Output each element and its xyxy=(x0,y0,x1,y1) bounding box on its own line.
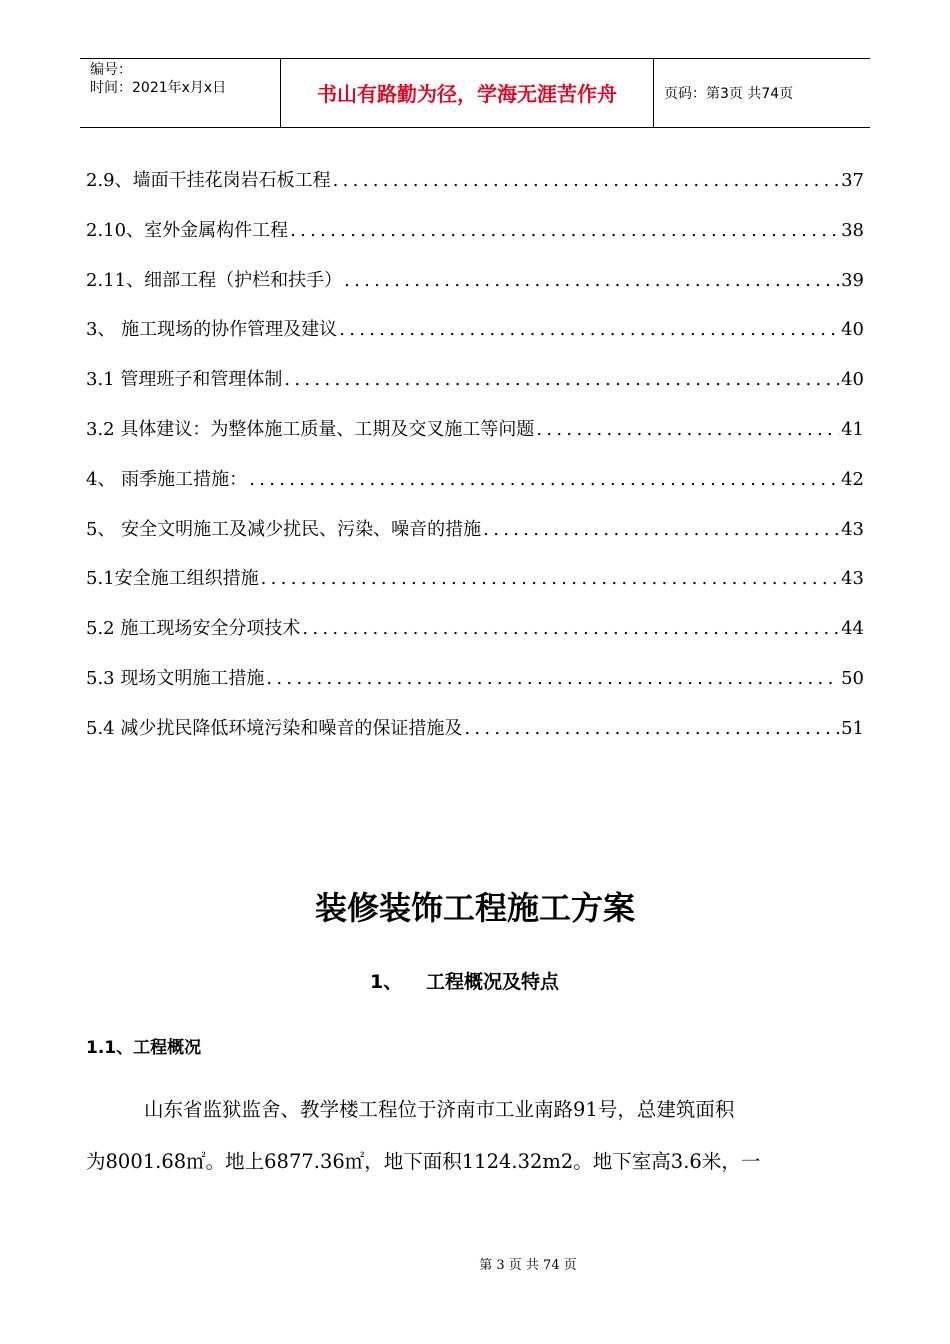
toc-entry-page: 37 xyxy=(841,170,864,191)
toc-entry-text: 2.11、细部工程（护栏和扶手） xyxy=(86,269,343,291)
toc-entry-page: 41 xyxy=(841,418,864,440)
toc-entry-text: 4、 雨季施工措施： xyxy=(86,468,248,490)
toc-entry-page: 51 xyxy=(841,717,864,739)
toc-leader-dots xyxy=(344,266,839,296)
toc-leader-dots xyxy=(261,564,839,594)
header-page-cell xyxy=(654,59,870,127)
toc-entry[interactable] xyxy=(86,465,864,515)
toc-entry[interactable] xyxy=(86,216,864,266)
toc-entry-text: 2.9、墙面干挂花岗岩石板工程 xyxy=(86,170,331,191)
toc-entry-page: 43 xyxy=(841,518,864,540)
toc-entry-text: 5.2 施工现场安全分项技术 xyxy=(86,618,301,640)
toc-entry[interactable] xyxy=(86,515,864,565)
toc-entry-page: 42 xyxy=(841,468,864,490)
section-heading xyxy=(370,967,559,997)
toc-entry-text: 5.3 现场文明施工措施 xyxy=(86,667,265,689)
document-number-label: 编号： xyxy=(90,62,132,78)
document-time-label: 时间：2021年x月x日 xyxy=(90,80,227,96)
toc-entry-text: 2.10、室外金属构件工程 xyxy=(86,219,289,241)
paragraph-line: 山东省监狱监舍、教学楼工程位于济南市工业南路91号，总建筑面积 xyxy=(144,1098,735,1121)
toc-entry-text: 5、 安全文明施工及减少扰民、污染、噪音的措施 xyxy=(86,518,482,540)
header-meta-cell xyxy=(80,59,281,127)
page-footer: 第 3 页 共 74 页 xyxy=(479,1258,577,1273)
toc-entry-text: 3.1 管理班子和管理体制 xyxy=(86,369,283,391)
toc-leader-dots xyxy=(483,515,839,545)
toc-leader-dots xyxy=(302,614,839,644)
toc-entry[interactable] xyxy=(86,315,864,365)
header-slogan: 书山有路勤为径，学海无涯苦作舟 xyxy=(317,82,617,106)
toc-entry-page: 40 xyxy=(841,369,864,391)
header-page-info: 页码：第3页 共74页 xyxy=(664,86,794,102)
toc-entry[interactable] xyxy=(86,415,864,465)
toc-entry[interactable] xyxy=(86,166,864,216)
document-title: 装修装饰工程施工方案 xyxy=(314,889,635,927)
section-number: 1、 xyxy=(370,971,403,993)
toc-entry-text: 3、 施工现场的协作管理及建议 xyxy=(86,319,338,341)
toc-entry-text: 5.4 减少扰民降低环境污染和噪音的保证措施及 xyxy=(86,717,463,739)
toc-leader-dots xyxy=(249,465,839,495)
toc-leader-dots xyxy=(536,415,839,445)
toc-entry[interactable] xyxy=(86,266,864,316)
toc-entry[interactable] xyxy=(86,614,864,664)
toc-leader-dots xyxy=(290,216,839,246)
toc-entry[interactable] xyxy=(86,714,864,764)
toc-entry-text: 5.1安全施工组织措施 xyxy=(86,568,259,590)
toc-entry[interactable] xyxy=(86,664,864,714)
table-of-contents xyxy=(86,166,864,764)
toc-leader-dots xyxy=(464,714,839,744)
toc-entry[interactable] xyxy=(86,365,864,415)
paragraph-line: 为8001.68㎡。地上6877.36㎡，地下面积1124.32m2。地下室高3.6米，一 xyxy=(86,1150,761,1173)
toc-entry[interactable] xyxy=(86,564,864,614)
subsection-heading: 1.1、工程概况 xyxy=(86,1038,202,1058)
toc-entry-page: 40 xyxy=(841,319,864,341)
toc-entry-page: 44 xyxy=(841,618,864,640)
toc-leader-dots xyxy=(266,664,839,694)
toc-entry-page: 39 xyxy=(841,269,864,291)
toc-entry-page: 43 xyxy=(841,568,864,590)
section-title-text: 工程概况及特点 xyxy=(426,971,560,993)
toc-leader-dots xyxy=(333,166,839,196)
toc-entry-page: 38 xyxy=(841,219,864,241)
toc-entry-page: 50 xyxy=(841,667,864,689)
header-slogan-cell xyxy=(281,59,654,127)
header-table xyxy=(80,58,870,128)
toc-entry-text: 3.2 具体建议：为整体施工质量、工期及交叉施工等问题 xyxy=(86,418,535,440)
toc-leader-dots xyxy=(339,315,839,345)
toc-leader-dots xyxy=(284,365,839,395)
